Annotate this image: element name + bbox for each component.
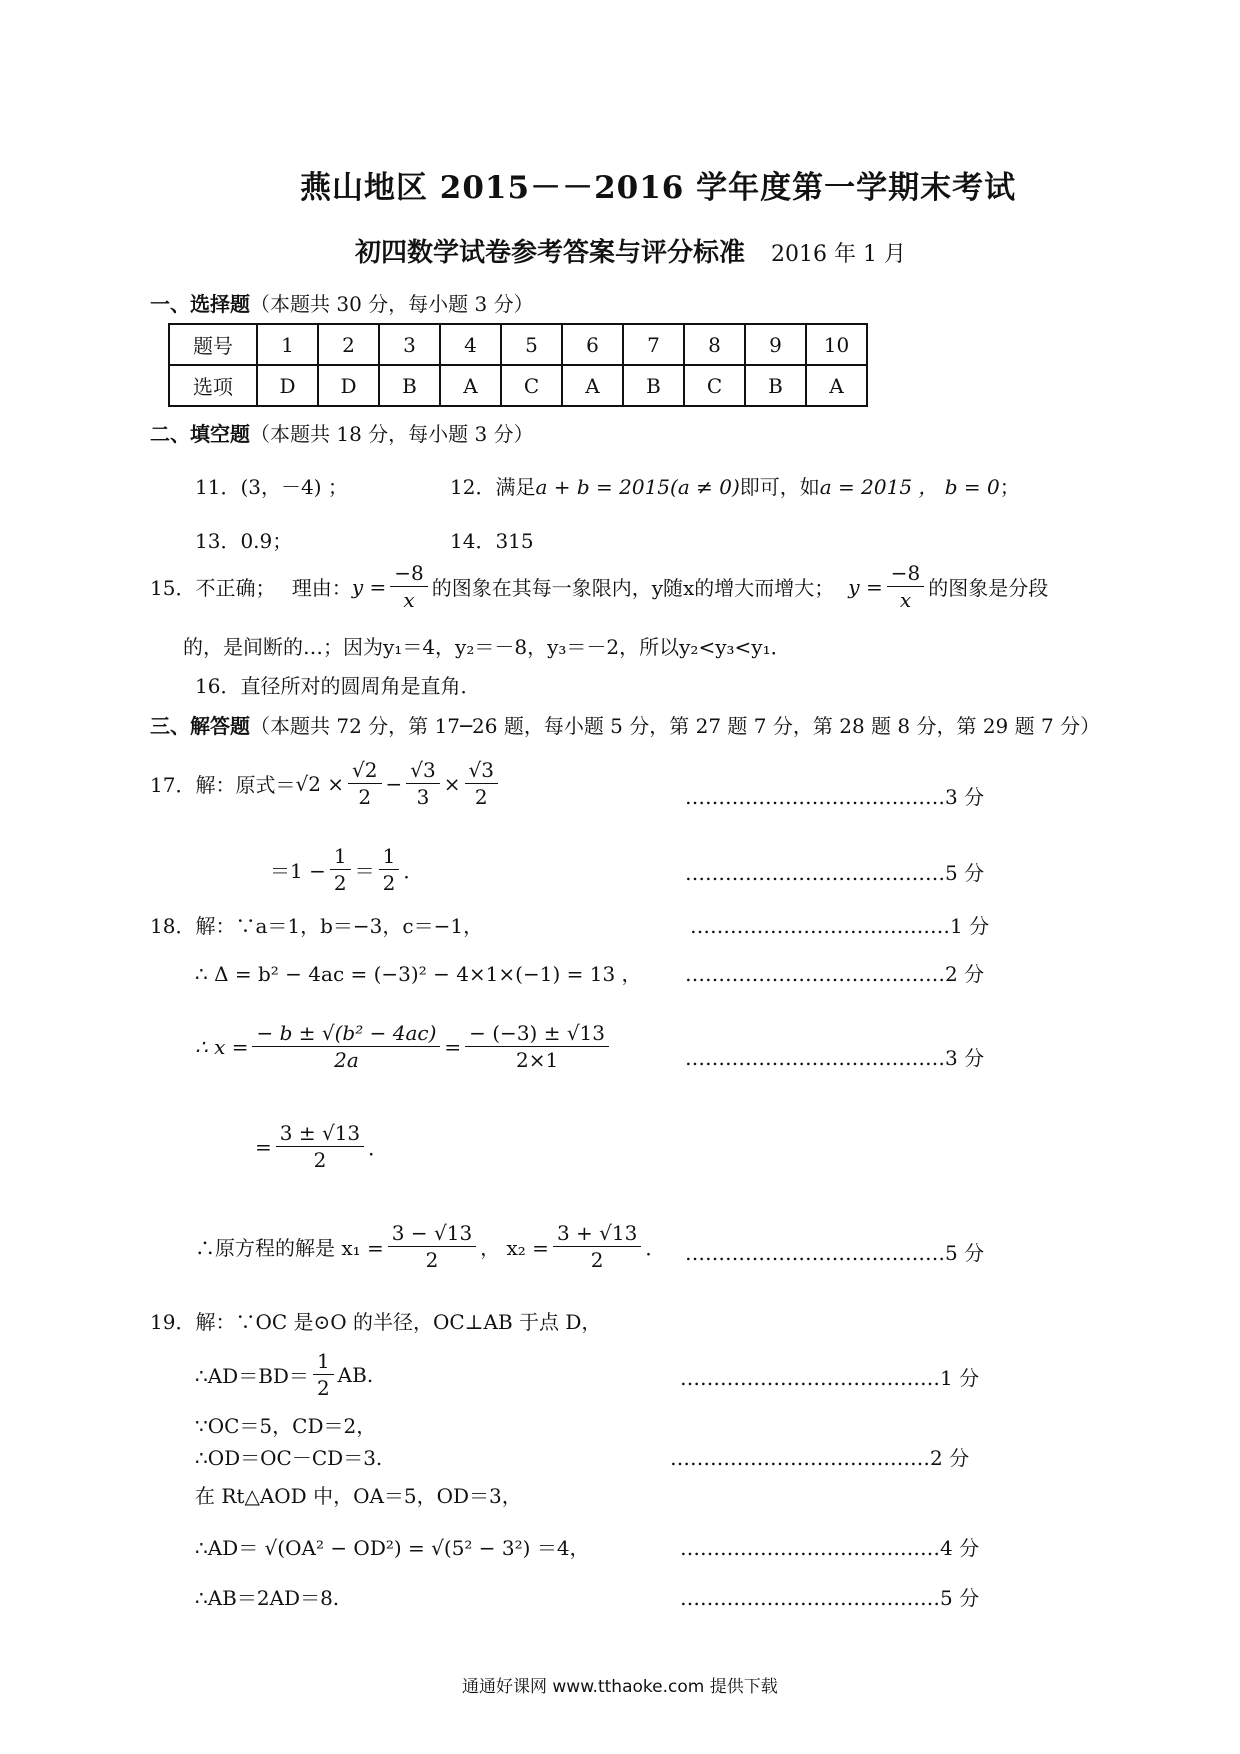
document-title: 燕山地区 2015－－2016 学年度第一学期末考试 <box>300 170 1017 206</box>
q17-times: × <box>443 771 461 796</box>
q18-frac3 <box>276 1120 364 1173</box>
q18-frac1 <box>252 1020 440 1073</box>
fraction-numerator: 1 <box>379 843 400 870</box>
table-answer-cell: C <box>501 365 562 406</box>
fraction-numerator: −8 <box>390 560 427 587</box>
q19-frac <box>313 1348 334 1401</box>
q18-score1: …………………………………1 分 <box>690 914 990 938</box>
q18-score2: …………………………………2 分 <box>685 962 985 986</box>
q19-line4: ∴OD＝OC－CD＝3. <box>195 1446 383 1470</box>
table-answer-cell: C <box>684 365 745 406</box>
q17-frac5 <box>379 843 400 896</box>
answer-q14: 14．315 <box>450 529 534 553</box>
q19-line7: ∴AB＝2AD＝8. <box>195 1586 340 1610</box>
q15-fraction2 <box>887 560 924 613</box>
fraction-numerator: 1 <box>313 1348 334 1375</box>
table-number-cell: 7 <box>623 324 684 365</box>
fraction-denominator: 2 <box>425 1248 439 1272</box>
section1-note: （本题共 30 分，每小题 3 分） <box>250 292 534 316</box>
fraction-denominator: 3 <box>416 785 430 809</box>
q15-reason: 的图象在其每一象限内，y随x的增大而增大； <box>431 576 835 600</box>
fraction-denominator: 2a <box>334 1048 359 1072</box>
fraction-denominator: 2 <box>316 1376 330 1400</box>
q17-line1 <box>150 757 502 810</box>
answer-table-answer-row <box>169 365 867 406</box>
table-answer-cell: B <box>623 365 684 406</box>
q18-equals: = <box>444 1034 462 1059</box>
q18-frac2 <box>465 1020 609 1073</box>
q19-line3: ∵OC＝5，CD＝2， <box>195 1414 377 1438</box>
q15-y2: y = <box>848 574 883 599</box>
q18-line5 <box>195 1220 665 1273</box>
document-subtitle <box>355 232 906 269</box>
fraction-denominator: 2×1 <box>515 1048 559 1072</box>
subtitle-date: 2016 年 1 月 <box>771 242 906 267</box>
answer-q12 <box>450 471 1020 500</box>
fraction-denominator: x <box>899 588 912 612</box>
fraction-denominator: x <box>403 588 415 612</box>
answer-q11: 11．(3，－4) ； <box>195 475 348 499</box>
table-answer-cell: A <box>440 365 501 406</box>
fraction-numerator: √3 <box>406 757 439 784</box>
fraction-numerator: 3 ± √13 <box>276 1120 364 1147</box>
table-label-number: 题号 <box>169 324 257 365</box>
table-number-cell: 5 <box>501 324 562 365</box>
q18-solution-x1: ∴原方程的解是 x₁ = <box>195 1236 384 1260</box>
q19-score3: …………………………………4 分 <box>680 1536 980 1560</box>
q17-minus: − <box>385 771 403 796</box>
table-answer-cell: B <box>379 365 440 406</box>
section1-title: 一、选择题 <box>150 292 250 316</box>
fraction-denominator: 2 <box>590 1248 604 1272</box>
table-label-answer: 选项 <box>169 365 257 406</box>
q19-score1: …………………………………1 分 <box>680 1366 980 1390</box>
q19-line1: 19．解：∵OC 是⊙O 的半径，OC⊥AB 于点 D， <box>150 1310 602 1334</box>
q17-period: ． <box>403 859 424 883</box>
table-number-cell: 1 <box>257 324 318 365</box>
q15-reason-end: 的图象是分段 <box>928 576 1049 600</box>
q18-x-equals: ∴ x = <box>195 1034 249 1059</box>
q18-line1: 18．解：∵a＝1，b＝−3，c＝−1， <box>150 914 484 938</box>
q19-line6: ∴AD＝ √(OA² − OD²) = √(5² − 3²) ＝4， <box>195 1536 590 1560</box>
q17-step: ＝1 − <box>270 859 326 883</box>
table-number-cell: 10 <box>806 324 867 365</box>
fraction-numerator: −8 <box>887 560 924 587</box>
fraction-numerator: 3 − √13 <box>388 1220 476 1247</box>
answer-table-number-row <box>169 324 867 365</box>
q18-line4 <box>255 1120 388 1173</box>
answer-table <box>168 323 868 407</box>
table-answer-cell: B <box>745 365 806 406</box>
table-answer-cell: A <box>562 365 623 406</box>
q15-intro: 15．不正确； 理由： <box>150 576 352 600</box>
q19-line5: 在 Rt△AOD 中，OA＝5，OD＝3， <box>195 1484 522 1508</box>
q12-mid: 即可，如 <box>739 475 820 499</box>
section3-note: （本题共 72 分，第 17─26 题，每小题 5 分，第 27 题 7 分，第 28 题 8 分，第 29 题 7 分） <box>250 714 1101 738</box>
subtitle-text: 初四数学试卷参考答案与评分标准 <box>355 238 746 268</box>
q17-score2: …………………………………5 分 <box>685 861 985 885</box>
table-number-cell: 9 <box>745 324 806 365</box>
q19-score2: …………………………………2 分 <box>670 1446 970 1470</box>
fraction-denominator: 2 <box>313 1148 327 1172</box>
table-answer-cell: D <box>257 365 318 406</box>
fraction-numerator: √2 <box>348 757 381 784</box>
q12-end: ； <box>999 475 1020 499</box>
q17-frac2 <box>406 757 439 810</box>
q18-score3: …………………………………3 分 <box>685 1046 985 1070</box>
table-number-cell: 2 <box>318 324 379 365</box>
answer-q15 <box>150 560 1048 613</box>
q19-score4: …………………………………5 分 <box>680 1586 980 1610</box>
q18-period: ． <box>368 1136 389 1160</box>
fraction-denominator: 2 <box>382 871 396 895</box>
table-number-cell: 6 <box>562 324 623 365</box>
q12-expression: a + b = 2015(a ≠ 0) <box>535 475 740 499</box>
fraction-denominator: 2 <box>474 785 488 809</box>
fraction-denominator: 2 <box>333 871 347 895</box>
q15-y: y = <box>351 574 387 599</box>
q18-period2: ． <box>645 1236 666 1260</box>
fraction-numerator: 1 <box>330 843 351 870</box>
q17-frac1 <box>348 757 381 810</box>
q18-solution-x2: ， x₂ = <box>480 1236 549 1260</box>
fraction-denominator: 2 <box>358 785 372 809</box>
section3-title: 三、解答题 <box>150 714 250 738</box>
section2-note: （本题共 18 分，每小题 3 分） <box>250 422 534 446</box>
fraction-numerator: √3 <box>465 757 498 784</box>
answer-q13: 13．0.9； <box>195 529 293 553</box>
q18-line2: ∴ Δ = b² − 4ac = (−3)² − 4×1×(−1) = 13 ， <box>195 962 642 986</box>
section2-title: 二、填空题 <box>150 422 250 446</box>
answer-q15-line2: 的，是间断的…；因为y₁＝4，y₂＝－8，y₃＝－2，所以y₂<y₃<y₁． <box>183 635 791 659</box>
answer-q16: 16．直径所对的圆周角是直角． <box>195 674 481 698</box>
q17-term1: √2 × <box>295 771 345 796</box>
table-number-cell: 8 <box>684 324 745 365</box>
q18-frac4 <box>388 1220 476 1273</box>
q19-ab: AB. <box>337 1362 374 1387</box>
fraction-numerator: 3 + √13 <box>553 1220 641 1247</box>
section2-heading <box>150 418 534 447</box>
q17-line2 <box>270 843 423 896</box>
fraction-numerator: − b ± √(b² − 4ac) <box>252 1020 440 1047</box>
fraction-numerator: − (−3) ± √13 <box>465 1020 609 1047</box>
q18-frac5 <box>553 1220 641 1273</box>
q18-score5: …………………………………5 分 <box>685 1241 985 1265</box>
q17-equals: ＝ <box>354 859 375 883</box>
q18-line3 <box>195 1020 613 1073</box>
q15-fraction <box>390 560 427 613</box>
q17-frac4 <box>330 843 351 896</box>
section1-heading <box>150 288 534 317</box>
section3-heading <box>150 710 1100 739</box>
q17-frac3 <box>465 757 498 810</box>
q12-example: a = 2015 ， b = 0 <box>819 475 1000 499</box>
q19-line2 <box>195 1348 373 1401</box>
table-answer-cell: A <box>806 365 867 406</box>
q12-prefix: 12．满足 <box>450 475 536 499</box>
q18-equals2: = <box>255 1134 272 1159</box>
q17-score1: …………………………………3 分 <box>685 785 985 809</box>
table-answer-cell: D <box>318 365 379 406</box>
page-footer: 通通好课网 www.tthaoke.com 提供下载 <box>462 1677 778 1697</box>
q19-ad-bd: ∴AD＝BD＝ <box>195 1364 309 1388</box>
table-number-cell: 3 <box>379 324 440 365</box>
table-number-cell: 4 <box>440 324 501 365</box>
q17-label: 17．解：原式＝ <box>150 773 296 797</box>
